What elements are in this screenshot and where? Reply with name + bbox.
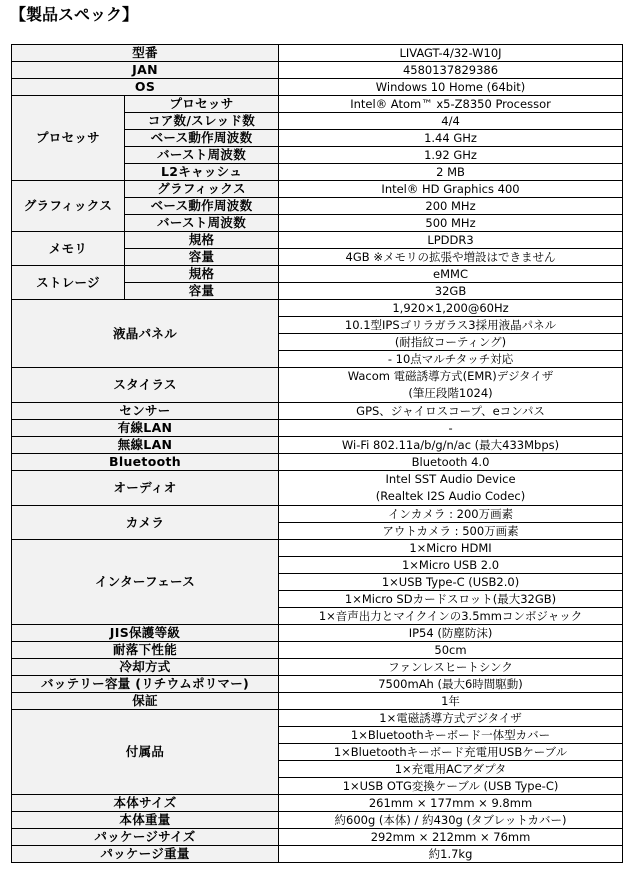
spec-label: JIS保護等級: [12, 625, 279, 642]
spec-value: 50cm: [279, 642, 623, 659]
spec-label: パッケージ重量: [12, 846, 279, 863]
spec-row: [12, 437, 623, 454]
spec-row: [12, 471, 623, 506]
spec-sub-label: コア数/スレッド数: [125, 113, 279, 130]
spec-value: eMMC: [279, 266, 623, 283]
spec-value: 1×USB OTG変換ケーブル (USB Type-C): [279, 778, 623, 795]
spec-row: [12, 181, 623, 198]
spec-label: 無線LAN: [12, 437, 279, 454]
spec-row: [12, 795, 623, 812]
spec-value: 1×USB Type-C (USB2.0): [279, 574, 623, 591]
spec-row: [12, 693, 623, 710]
spec-group-label: グラフィックス: [12, 181, 125, 232]
spec-row: [12, 454, 623, 471]
spec-label: 耐落下性能: [12, 642, 279, 659]
spec-value: 32GB: [279, 283, 623, 300]
spec-label: 型番: [12, 45, 279, 62]
spec-value: 1.92 GHz: [279, 147, 623, 164]
spec-value-line: (筆圧段階1024): [408, 386, 493, 400]
spec-sub-label: グラフィックス: [125, 181, 279, 198]
spec-label: 付属品: [12, 710, 279, 795]
spec-label: カメラ: [12, 506, 279, 540]
spec-value-line: Intel SST Audio Device: [385, 472, 516, 486]
spec-value: 約1.7kg: [279, 846, 623, 863]
spec-label: 冷却方式: [12, 659, 279, 676]
spec-row: [12, 846, 623, 863]
spec-label: センサー: [12, 403, 279, 420]
spec-value: Intel® Atom™ x5-Z8350 Processor: [279, 96, 623, 113]
page-heading: 【製品スペック】: [10, 5, 139, 24]
spec-label: 本体サイズ: [12, 795, 279, 812]
spec-label: JAN: [12, 62, 279, 79]
spec-row: [12, 300, 623, 317]
spec-value: (耐指紋コーティング): [279, 334, 623, 351]
spec-sub-label: バースト周波数: [125, 147, 279, 164]
spec-value: 1×Micro SDカードスロット(最大32GB): [279, 591, 623, 608]
spec-row: [12, 96, 623, 113]
spec-row: [12, 812, 623, 829]
spec-value: 1×Bluetoothキーボード充電用USBケーブル: [279, 744, 623, 761]
spec-value: 1,920×1,200@60Hz: [279, 300, 623, 317]
spec-row: [12, 62, 623, 79]
spec-value: 1×充電用ACアダプタ: [279, 761, 623, 778]
spec-value: 261mm × 177mm × 9.8mm: [279, 795, 623, 812]
spec-value: 1×電磁誘導方式デジタイザ: [279, 710, 623, 727]
spec-value: Intel® HD Graphics 400: [279, 181, 623, 198]
spec-value: 4/4: [279, 113, 623, 130]
spec-table: [11, 44, 623, 863]
spec-row: [12, 540, 623, 557]
spec-row: [12, 506, 623, 523]
spec-row: [12, 642, 623, 659]
spec-row: [12, 368, 623, 403]
spec-value: LIVAGT-4/32-W10J: [279, 45, 623, 62]
spec-value: GPS、ジャイロスコープ、eコンパス: [279, 403, 623, 420]
spec-value: - 10点マルチタッチ対応: [279, 351, 623, 368]
spec-value: 292mm × 212mm × 76mm: [279, 829, 623, 846]
spec-row: [12, 45, 623, 62]
spec-value: 500 MHz: [279, 215, 623, 232]
spec-value-line: (Realtek I2S Audio Codec): [375, 489, 526, 503]
spec-group-label: プロセッサ: [12, 96, 125, 181]
spec-label: スタイラス: [12, 368, 279, 403]
spec-row: [12, 829, 623, 846]
spec-value: インカメラ : 200万画素: [279, 506, 623, 523]
spec-row: [12, 79, 623, 96]
spec-sub-label: 容量: [125, 283, 279, 300]
spec-label: 保証: [12, 693, 279, 710]
spec-sub-label: 規格: [125, 266, 279, 283]
spec-value: [279, 471, 623, 506]
spec-value: IP54 (防塵防沫): [279, 625, 623, 642]
spec-label: インターフェース: [12, 540, 279, 625]
spec-sub-label: プロセッサ: [125, 96, 279, 113]
spec-row: [12, 625, 623, 642]
spec-label: 液晶パネル: [12, 300, 279, 368]
spec-value: 1年: [279, 693, 623, 710]
spec-value: 1×Bluetoothキーボード一体型カバー: [279, 727, 623, 744]
spec-sub-label: ベース動作周波数: [125, 130, 279, 147]
spec-label: 有線LAN: [12, 420, 279, 437]
spec-row: [12, 403, 623, 420]
spec-sub-label: ベース動作周波数: [125, 198, 279, 215]
spec-row: [12, 266, 623, 283]
spec-value: アウトカメラ : 500万画素: [279, 523, 623, 540]
spec-value: -: [279, 420, 623, 437]
spec-value: 7500mAh (最大6時間駆動): [279, 676, 623, 693]
spec-label: Bluetooth: [12, 454, 279, 471]
spec-sub-label: 規格: [125, 232, 279, 249]
spec-row: [12, 676, 623, 693]
spec-value: 1×Micro USB 2.0: [279, 557, 623, 574]
spec-label: オーディオ: [12, 471, 279, 506]
spec-group-label: ストレージ: [12, 266, 125, 300]
spec-label: パッケージサイズ: [12, 829, 279, 846]
spec-row: [12, 420, 623, 437]
spec-value: 約600g (本体) / 約430g (タブレットカバー): [279, 812, 623, 829]
spec-row: [12, 232, 623, 249]
spec-value: 1×音声出力とマイクインの3.5mmコンボジャック: [279, 608, 623, 625]
spec-value: LPDDR3: [279, 232, 623, 249]
spec-sub-label: バースト周波数: [125, 215, 279, 232]
spec-label: バッテリー容量 (リチウムポリマー): [12, 676, 279, 693]
spec-value: 2 MB: [279, 164, 623, 181]
spec-value: 4GB ※メモリの拡張や増設はできません: [279, 249, 623, 266]
spec-group-label: メモリ: [12, 232, 125, 266]
spec-value: 200 MHz: [279, 198, 623, 215]
spec-value: 1×Micro HDMI: [279, 540, 623, 557]
spec-value: 1.44 GHz: [279, 130, 623, 147]
spec-value: 10.1型IPSゴリラガラス3採用液晶パネル: [279, 317, 623, 334]
spec-label: OS: [12, 79, 279, 96]
spec-sub-label: L2キャッシュ: [125, 164, 279, 181]
spec-label: 本体重量: [12, 812, 279, 829]
spec-row: [12, 710, 623, 727]
spec-sub-label: 容量: [125, 249, 279, 266]
spec-row: [12, 659, 623, 676]
spec-value: Bluetooth 4.0: [279, 454, 623, 471]
spec-value: [279, 368, 623, 403]
spec-value: 4580137829386: [279, 62, 623, 79]
spec-value-line: Wacom 電磁誘導方式(EMR)デジタイザ: [347, 369, 554, 383]
spec-value: Wi-Fi 802.11a/b/g/n/ac (最大433Mbps): [279, 437, 623, 454]
spec-value: Windows 10 Home (64bit): [279, 79, 623, 96]
spec-value: ファンレスヒートシンク: [279, 659, 623, 676]
